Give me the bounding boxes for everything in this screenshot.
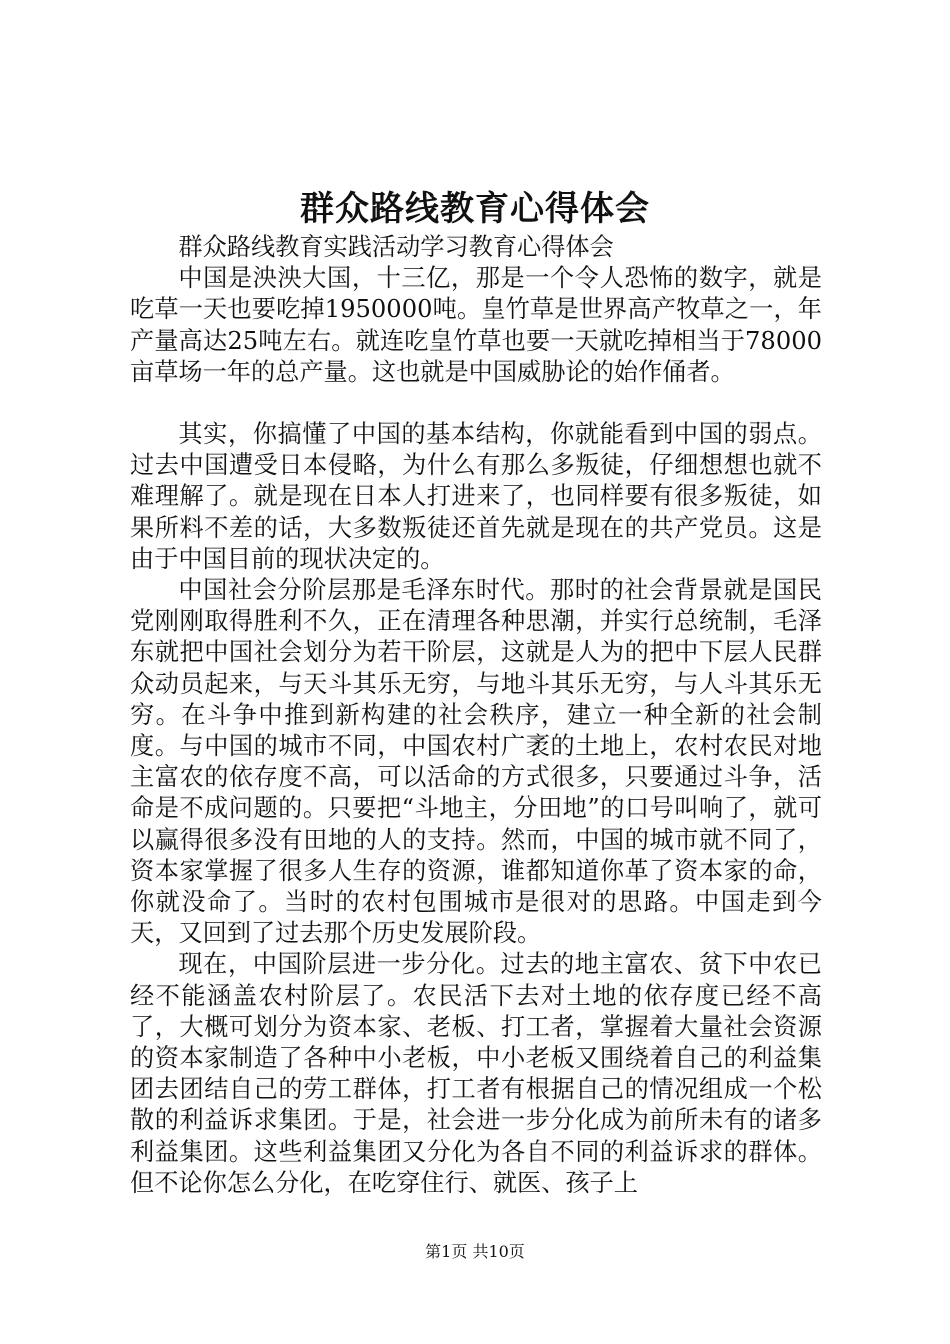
document-body <box>130 232 822 1199</box>
body-paragraph: 中国社会分阶层那是毛泽东时代。那时的社会背景就是国民党刚刚取得胜利不久，正在清理各种思潮，并实行总统制，毛泽东就把中国社会划分为若干阶层，这就是人为的把中下层人民群众动员起来，与天斗其乐无穷，与地斗其乐无穷，与人斗其乐无穷。在斗争中推到新构建的社会秩序，建立一种全新的社会制度。与中国的城市不同，中国农村广袤的土地上，农村农民对地主富农的依存度不高，可以活命的方式很多，只要通过斗争，活命是不成问题的。只要把“斗地主，分田地”的口号叫响了，就可以赢得很多没有田地的人的支持。然而，中国的城市就不同了，资本家掌握了很多人生存的资源，谁都知道你革了资本家的命，你就没命了。当时的农村包围城市是很对的思路。中国走到今天，又回到了过去那个历史发展阶段。 <box>130 576 822 948</box>
body-paragraph: 其实，你搞懂了中国的基本结构，你就能看到中国的弱点。过去中国遭受日本侵略，为什么有那么多叛徒，仔细想想也就不难理解了。就是现在日本人打进来了，也同样要有很多叛徒，如果所料不差的话，大多数叛徒还首先就是现在的共产党员。这是由于中国目前的现状决定的。 <box>130 420 822 573</box>
body-paragraph: 现在，中国阶层进一步分化。过去的地主富农、贫下中农已经不能涵盖农村阶层了。农民活下去对土地的依存度已经不高了，大概可划分为资本家、老板、打工者，掌握着大量社会资源的资本家制造了各种中小老板，中小老板又围绕着自己的利益集团去团结自己的劳工群体，打工者有根据自己的情况组成一个松散的利益诉求集团。于是，社会进一步分化成为前所未有的诸多利益集团。这些利益集团又分化为各自不同的利益诉求的群体。但不论你怎么分化，在吃穿住行、就医、孩子上 <box>130 950 822 1197</box>
subtitle-paragraph: 群众路线教育实践活动学习教育心得体会 <box>178 233 614 261</box>
page-footer: 第1页 共10页 <box>425 1242 525 1261</box>
document-title: 群众路线教育心得体会 <box>300 189 650 229</box>
body-paragraph: 中国是泱泱大国，十三亿，那是一个令人恐怖的数字，就是吃草一天也要吃掉1950000吨。皇竹草是世界高产牧草之一，年产量高达25吨左右。就连吃皇竹草也要一天就吃掉相当于78000亩草场一年的总产量。这也就是中国威胁论的始作俑者。 <box>130 264 822 386</box>
